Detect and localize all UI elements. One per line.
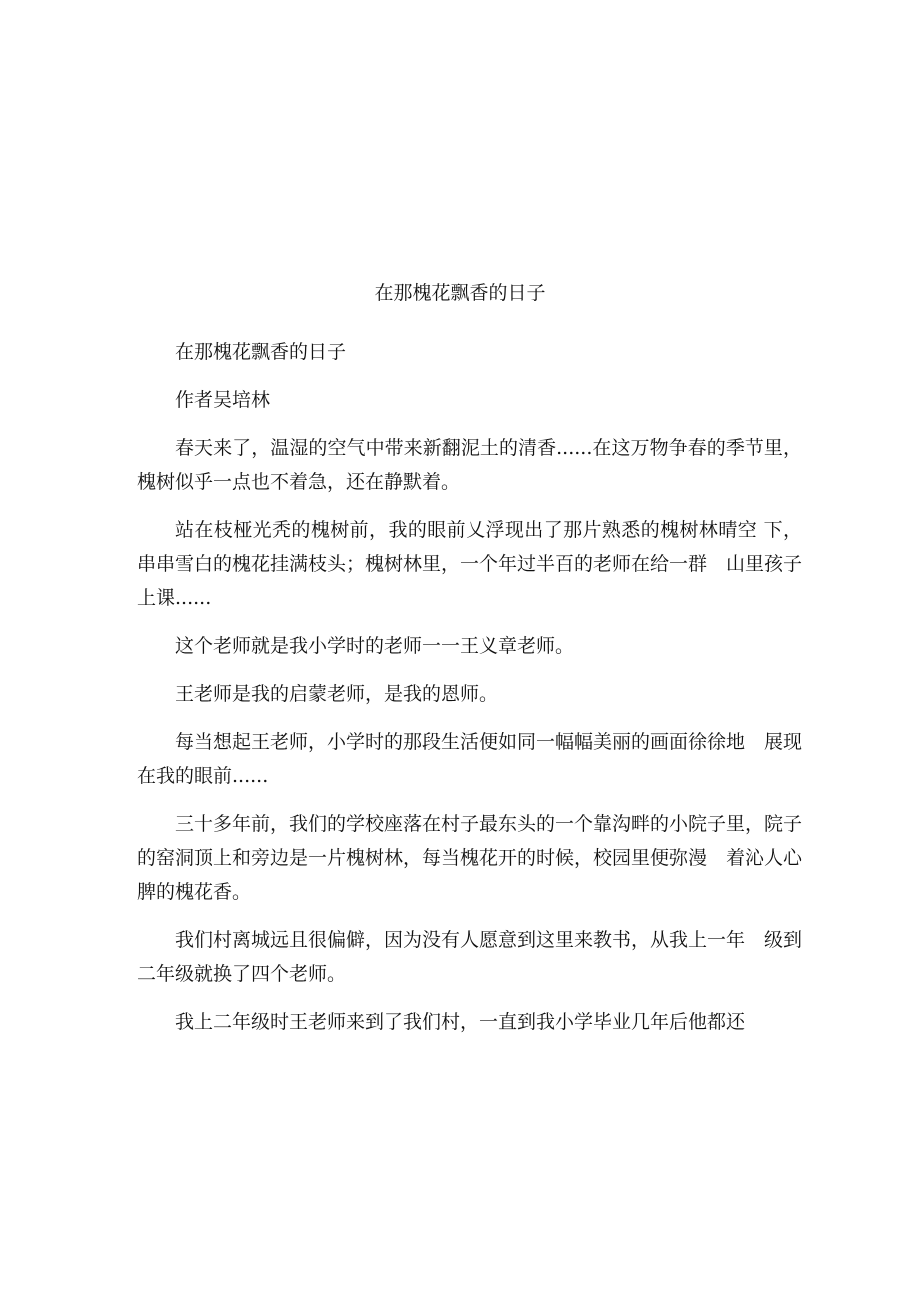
paragraph: 站在枝桠光秃的槐树前，我的眼前乂浮现出了那片熟悉的槐树林晴空 下，串串雪白的槐花挂满枝头；槐树林里，一个年过半百的老师在给一群 山里孩子上课...... [137, 519, 803, 609]
document-title: 在那槐花飘香的日子 [374, 282, 546, 304]
paragraph: 每当想起王老师，小学时的那段生活便如同一幅幅美丽的画面徐徐地 展现在我的眼前...... [137, 731, 803, 787]
paragraph: 春天来了，温湿的空气中带来新翻泥土的清香......在这万物争春的季节里，槐树似乎一点也不着急，还在静默着。 [137, 437, 802, 493]
paragraph-author: 作者吴培林 [175, 389, 271, 411]
paragraph: 王老师是我的启蒙老师，是我的恩师。 [175, 683, 499, 705]
paragraph: 我上二年级时王老师来到了我们村，一直到我小学毕业几年后他都还 [175, 1011, 746, 1033]
paragraph: 这个老师就是我小学时的老师一一王义章老师。 [175, 635, 575, 657]
document-body [137, 335, 802, 1053]
paragraph: 三十多年前，我们的学校座落在村子最东头的一个靠沟畔的小院子里，院子的窑洞顶上和旁边是一片槐树林，每当槐花开的时候，校园里便弥漫 着沁人心脾的槐花香。 [137, 813, 803, 903]
paragraph: 我们村离城远且很偏僻，因为没有人愿意到这里来教书，从我上一年 级到二年级就换了四个老师。 [137, 929, 803, 985]
paragraph-subtitle: 在那槐花飘香的日子 [175, 341, 347, 363]
